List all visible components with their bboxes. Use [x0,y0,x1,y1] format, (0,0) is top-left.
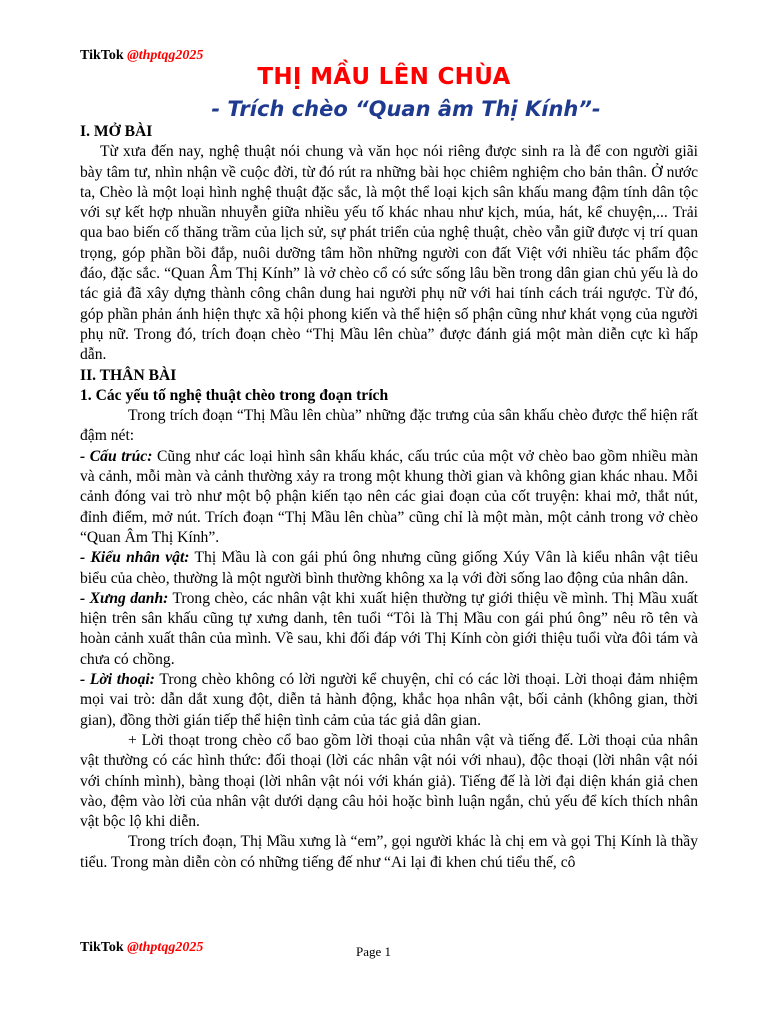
footer-handle: @thptqg2025 [127,940,204,955]
header-brand: TikTok [80,48,124,63]
character-label: - Kiểu nhân vật: [80,549,190,567]
document-body [80,122,698,873]
structure-label: - Cấu trúc: [80,447,153,465]
subsection-heading: 1. Các yếu tố nghệ thuật chèo trong đoạn trích [80,386,389,404]
document-title: THỊ MẦU LÊN CHÙA [257,64,511,90]
page-header [80,48,203,64]
character-paragraph [80,548,698,589]
section-heading-intro: I. MỞ BÀI [80,123,153,140]
naming-label: - Xưng danh: [80,589,169,607]
document-subtitle: - Trích chèo “Quan âm Thị Kính”- [211,97,601,121]
structure-text: Cũng như các loại hình sân khấu khác, cấu trúc của một vở chèo bao gồm nhiều màn và cảnh, mỗi màn và cảnh thường xảy ra trong một khung thời gian và không gian khác nhau. Mỗi cảnh đóng vai trò như một bộ phận kiến tạo nên các giai đoạn của cốt truyện: khai mở, thắt nút, đỉnh điểm, mở nút. Trích đoạn “Thị Mầu lên chùa” cũng chỉ là một màn, một cảnh trong vở chèo “Quan Âm Thị Kính”. [80,447,698,546]
dialogue-detail-paragraph: + Lời thoạt trong chèo cổ bao gồm lời thoại của nhân vật và tiếng đế. Lời thoại của nhân vật thường có các hình thức: đối thoại (lời các nhân vật nói với nhau), độc thoại (lời nhân vật nói với chính mình), bàng thoại (lời nhân vật nói với khán giả). Tiếng đế là lời đại diện khán giả chen vào, đệm vào lời của nhân vật dưới dạng câu hỏi hoặc bình luận ngắn, chủ yếu để kích thích nhân vật bộc lộ khi diễn. [80,731,698,831]
dialogue-text: Trong chèo không có lời người kể chuyện, chỉ có các lời thoại. Lời thoại đảm nhiệm mọi vai trò: dẫn dắt xung đột, diễn tả hành động, khắc họa nhân vật, bối cảnh (không gian, thời gian), đồng thời gián tiếp thể hiện tình cảm của tác giả dân gian. [80,671,698,729]
naming-text: Trong chèo, các nhân vật khi xuất hiện thường tự giới thiệu về mình. Thị Mầu xuất hiện trên sân khấu cũng tự xưng danh, tên tuổi “Tôi là Thị Mầu con gái phú ông” nêu rõ tên và hoàn cảnh xuất thân của mình. Về sau, khi đối đáp với Thị Kính còn giới thiệu tuổi vừa đôi tám và chưa có chồng. [80,589,699,668]
character-text: Thị Mầu là con gái phú ông nhưng cũng giống Xúy Vân là kiểu nhân vật tiêu biểu của chèo, thường là một người bình thường không xa lạ với đời sống lao động của nhân dân. [80,549,698,587]
footer-brand: TikTok [80,940,124,955]
naming-paragraph [80,589,698,670]
subsection-intro: Trong trích đoạn “Thị Mầu lên chùa” những đặc trưng của sân khấu chèo được thể hiện rất đậm nét: [80,407,698,445]
structure-paragraph [80,447,698,548]
header-handle: @thptqg2025 [127,48,204,63]
dialogue-label: - Lời thoại: [80,671,155,689]
intro-paragraph: Từ xưa đến nay, nghệ thuật nói chung và văn học nói riêng được sinh ra là để con người giãi bày tâm tư, nhìn nhận về cuộc đời, từ đó rút ra những bài học chiêm nghiệm cho bản thân. Ở nước ta, Chèo là một loại hình nghệ thuật đặc sắc, là một thể loại kịch sân khấu mang đậm tính dân tộc với sự kết hợp nhuần nhuyễn giữa nhiều yếu tố khác nhau như kịch, múa, hát, kể chuyện,... Trải qua bao biến cố thăng trầm của lịch sử, sự phát triển của nghệ thuật, chèo vẫn giữ được vị trí quan trọng, góp phần bồi đắp, nuôi dưỡng tâm hồn những người con đất Việt với nhiều tác phẩm độc đáo, đặc sắc. “Quan Âm Thị Kính” là vở chèo cổ có sức sống lâu bền trong dân gian chủ yếu là do tác giả đã xây dựng thành công chân dung hai người phụ nữ với hai tính cách trái ngược. Từ đó, góp phần phản ánh hiện thực xã hội phong kiến và thể hiện số phận cũng như khát vọng của người phụ nữ. Trong đó, trích đoạn chèo “Thị Mầu lên chùa” được đánh giá một màn diễn cực kì hấp dẫn. [80,143,698,364]
dialogue-paragraph [80,670,698,731]
section-heading-body: II. THÂN BÀI [80,366,177,384]
last-paragraph: Trong trích đoạn, Thị Mầu xưng là “em”, gọi người khác là chị em và gọi Thị Kính là thầy tiểu. Trong màn diễn còn có những tiếng đế như “Ai lại đi khen chú tiểu thế, cô [80,833,698,871]
page-footer [80,940,203,956]
page-number: Page 1 [356,944,392,959]
